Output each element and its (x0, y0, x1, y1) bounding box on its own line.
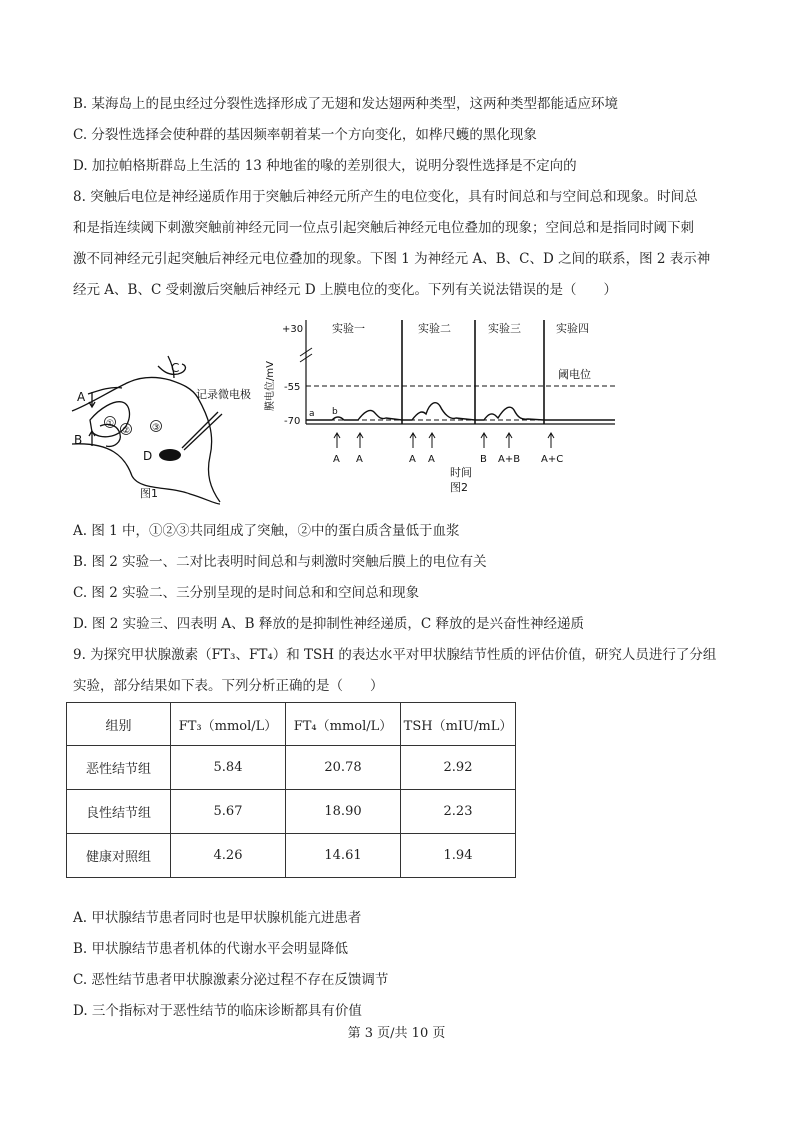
q9-option-b: B. 甲状腺结节患者机体的代谢水平会明显降低 (73, 941, 349, 957)
stim-label-1: A (333, 454, 340, 465)
q9-stem-line-1: 9. 为探究甲状腺激素（FT₃、FT₄）和 TSH 的表达水平对甲状腺结节性质的评估价值，研究人员进行了分组 (73, 647, 717, 663)
panel-label-1: 实验一 (332, 322, 365, 335)
stim-label-5: B (480, 454, 487, 465)
q7-option-d: D. 加拉帕格斯群岛上生活的 13 种地雀的喙的差别很大，说明分裂性选择是不定向的 (73, 158, 577, 174)
q9-data-table (66, 702, 516, 878)
q8-option-b: B. 图 2 实验一、二对比表明时间总和与刺激时突触后膜上的电位有关 (73, 554, 487, 570)
table-cell: 5.84 (171, 746, 286, 790)
q8-option-c: C. 图 2 实验二、三分别呈现的是时间总和和空间总和现象 (73, 585, 420, 601)
q8-stem-line-4: 经元 A、B、C 受刺激后突触后神经元 D 上膜电位的变化。下列有关说法错误的是（ ） (73, 282, 617, 298)
stim-label-7: A+C (541, 454, 564, 465)
stim-label-2: A (356, 454, 363, 465)
fig1-caption: 图1 (140, 487, 158, 500)
neuron-a-label: A (77, 390, 86, 404)
q8-option-d: D. 图 2 实验三、四表明 A、B 释放的是抑制性神经递质，C 释放的是兴奋性神经递质 (73, 616, 584, 632)
electrode-label: 记录微电极 (196, 388, 251, 401)
neuron-c-label: C (171, 361, 180, 375)
stim-label-6: A+B (498, 454, 521, 465)
table-header-row (67, 703, 516, 746)
q8-stem-line-2: 和是指连续阈下刺激突触前神经元同一位点引起突触后神经元电位叠加的现象；空间总和是指同时阈下刺 (73, 220, 694, 236)
q9-stem-line-2: 实验，部分结果如下表。下列分析正确的是（ ） (73, 678, 384, 694)
threshold-label: 阈电位 (558, 368, 591, 381)
membrane-potential-trace (306, 403, 615, 420)
table-cell: 18.90 (286, 790, 401, 834)
q8-figure (70, 316, 630, 506)
q8-figure-svg (70, 316, 630, 506)
q9-option-d: D. 三个指标对于恶性结节的临床诊断都具有价值 (73, 1003, 362, 1019)
table-cell: 14.61 (286, 834, 401, 878)
table-row (67, 790, 516, 834)
table-cell: 2.92 (401, 746, 516, 790)
panel-label-3: 实验三 (488, 322, 521, 335)
table-cell: 健康对照组 (67, 834, 171, 878)
fig2-y-label: 膜电位/mV (265, 361, 276, 411)
table-cell: 良性结节组 (67, 790, 171, 834)
nucleus-d (159, 449, 181, 461)
trace-label-a: a (309, 409, 315, 419)
panel-label-4: 实验四 (556, 322, 589, 335)
table-cell: 4.26 (171, 834, 286, 878)
fig2-x-label: 时间 (450, 466, 472, 479)
table-cell: 2.23 (401, 790, 516, 834)
fig1-neuron-diagram (72, 356, 222, 504)
table-header-cell: 组别 (67, 703, 171, 746)
table-header-cell: TSH（mIU/mL） (401, 703, 516, 746)
q7-option-c: C. 分裂性选择会使种群的基因频率朝着某一个方向变化，如桦尺蠖的黑化现象 (73, 127, 537, 143)
mark1-label: ① (106, 419, 115, 429)
page-footer: 第 3 页/共 10 页 (347, 1026, 446, 1041)
neuron-d-label: D (143, 449, 153, 463)
fig2-graph (300, 320, 615, 448)
table-cell: 1.94 (401, 834, 516, 878)
fig2-caption: 图2 (450, 481, 468, 494)
tick-top: +30 (282, 324, 304, 335)
stim-label-3: A (409, 454, 416, 465)
table-header-cell: FT₄（mmol/L） (286, 703, 401, 746)
q8-option-a: A. 图 1 中，①②③共同组成了突触，②中的蛋白质含量低于血浆 (73, 523, 460, 539)
table-cell: 恶性结节组 (67, 746, 171, 790)
table-cell: 20.78 (286, 746, 401, 790)
recording-electrode-line-1 (182, 412, 218, 448)
mark2-label: ② (122, 426, 131, 436)
table-header-cell: FT₃（mmol/L） (171, 703, 286, 746)
neuron-b-label: B (74, 433, 83, 447)
table-row (67, 746, 516, 790)
q8-stem-line-1: 8. 突触后电位是神经递质作用于突触后神经元所产生的电位变化，具有时间总和与空间总和现象。时间总 (73, 189, 698, 205)
q7-option-b: B. 某海岛上的昆虫经过分裂性选择形成了无翅和发达翅两种类型，这两种类型都能适应环境 (73, 96, 619, 112)
mark3-label: ③ (152, 423, 161, 433)
q8-stem-line-3: 激不同神经元引起突触后神经元电位叠加的现象。下图 1 为神经元 A、B、C、D 之间的联系，图 2 表示神 (73, 251, 711, 267)
stim-label-4: A (428, 454, 435, 465)
recording-electrode-line-2 (184, 414, 222, 450)
tick-mid: -55 (284, 382, 301, 393)
q9-option-a: A. 甲状腺结节患者同时也是甲状腺机能亢进患者 (73, 910, 362, 926)
tick-low: -70 (284, 416, 301, 427)
panel-label-2: 实验二 (418, 322, 451, 335)
table-row (67, 834, 516, 878)
trace-label-b: b (332, 407, 338, 417)
q9-option-c: C. 恶性结节患者甲状腺激素分泌过程不存在反馈调节 (73, 972, 389, 988)
table-cell: 5.67 (171, 790, 286, 834)
